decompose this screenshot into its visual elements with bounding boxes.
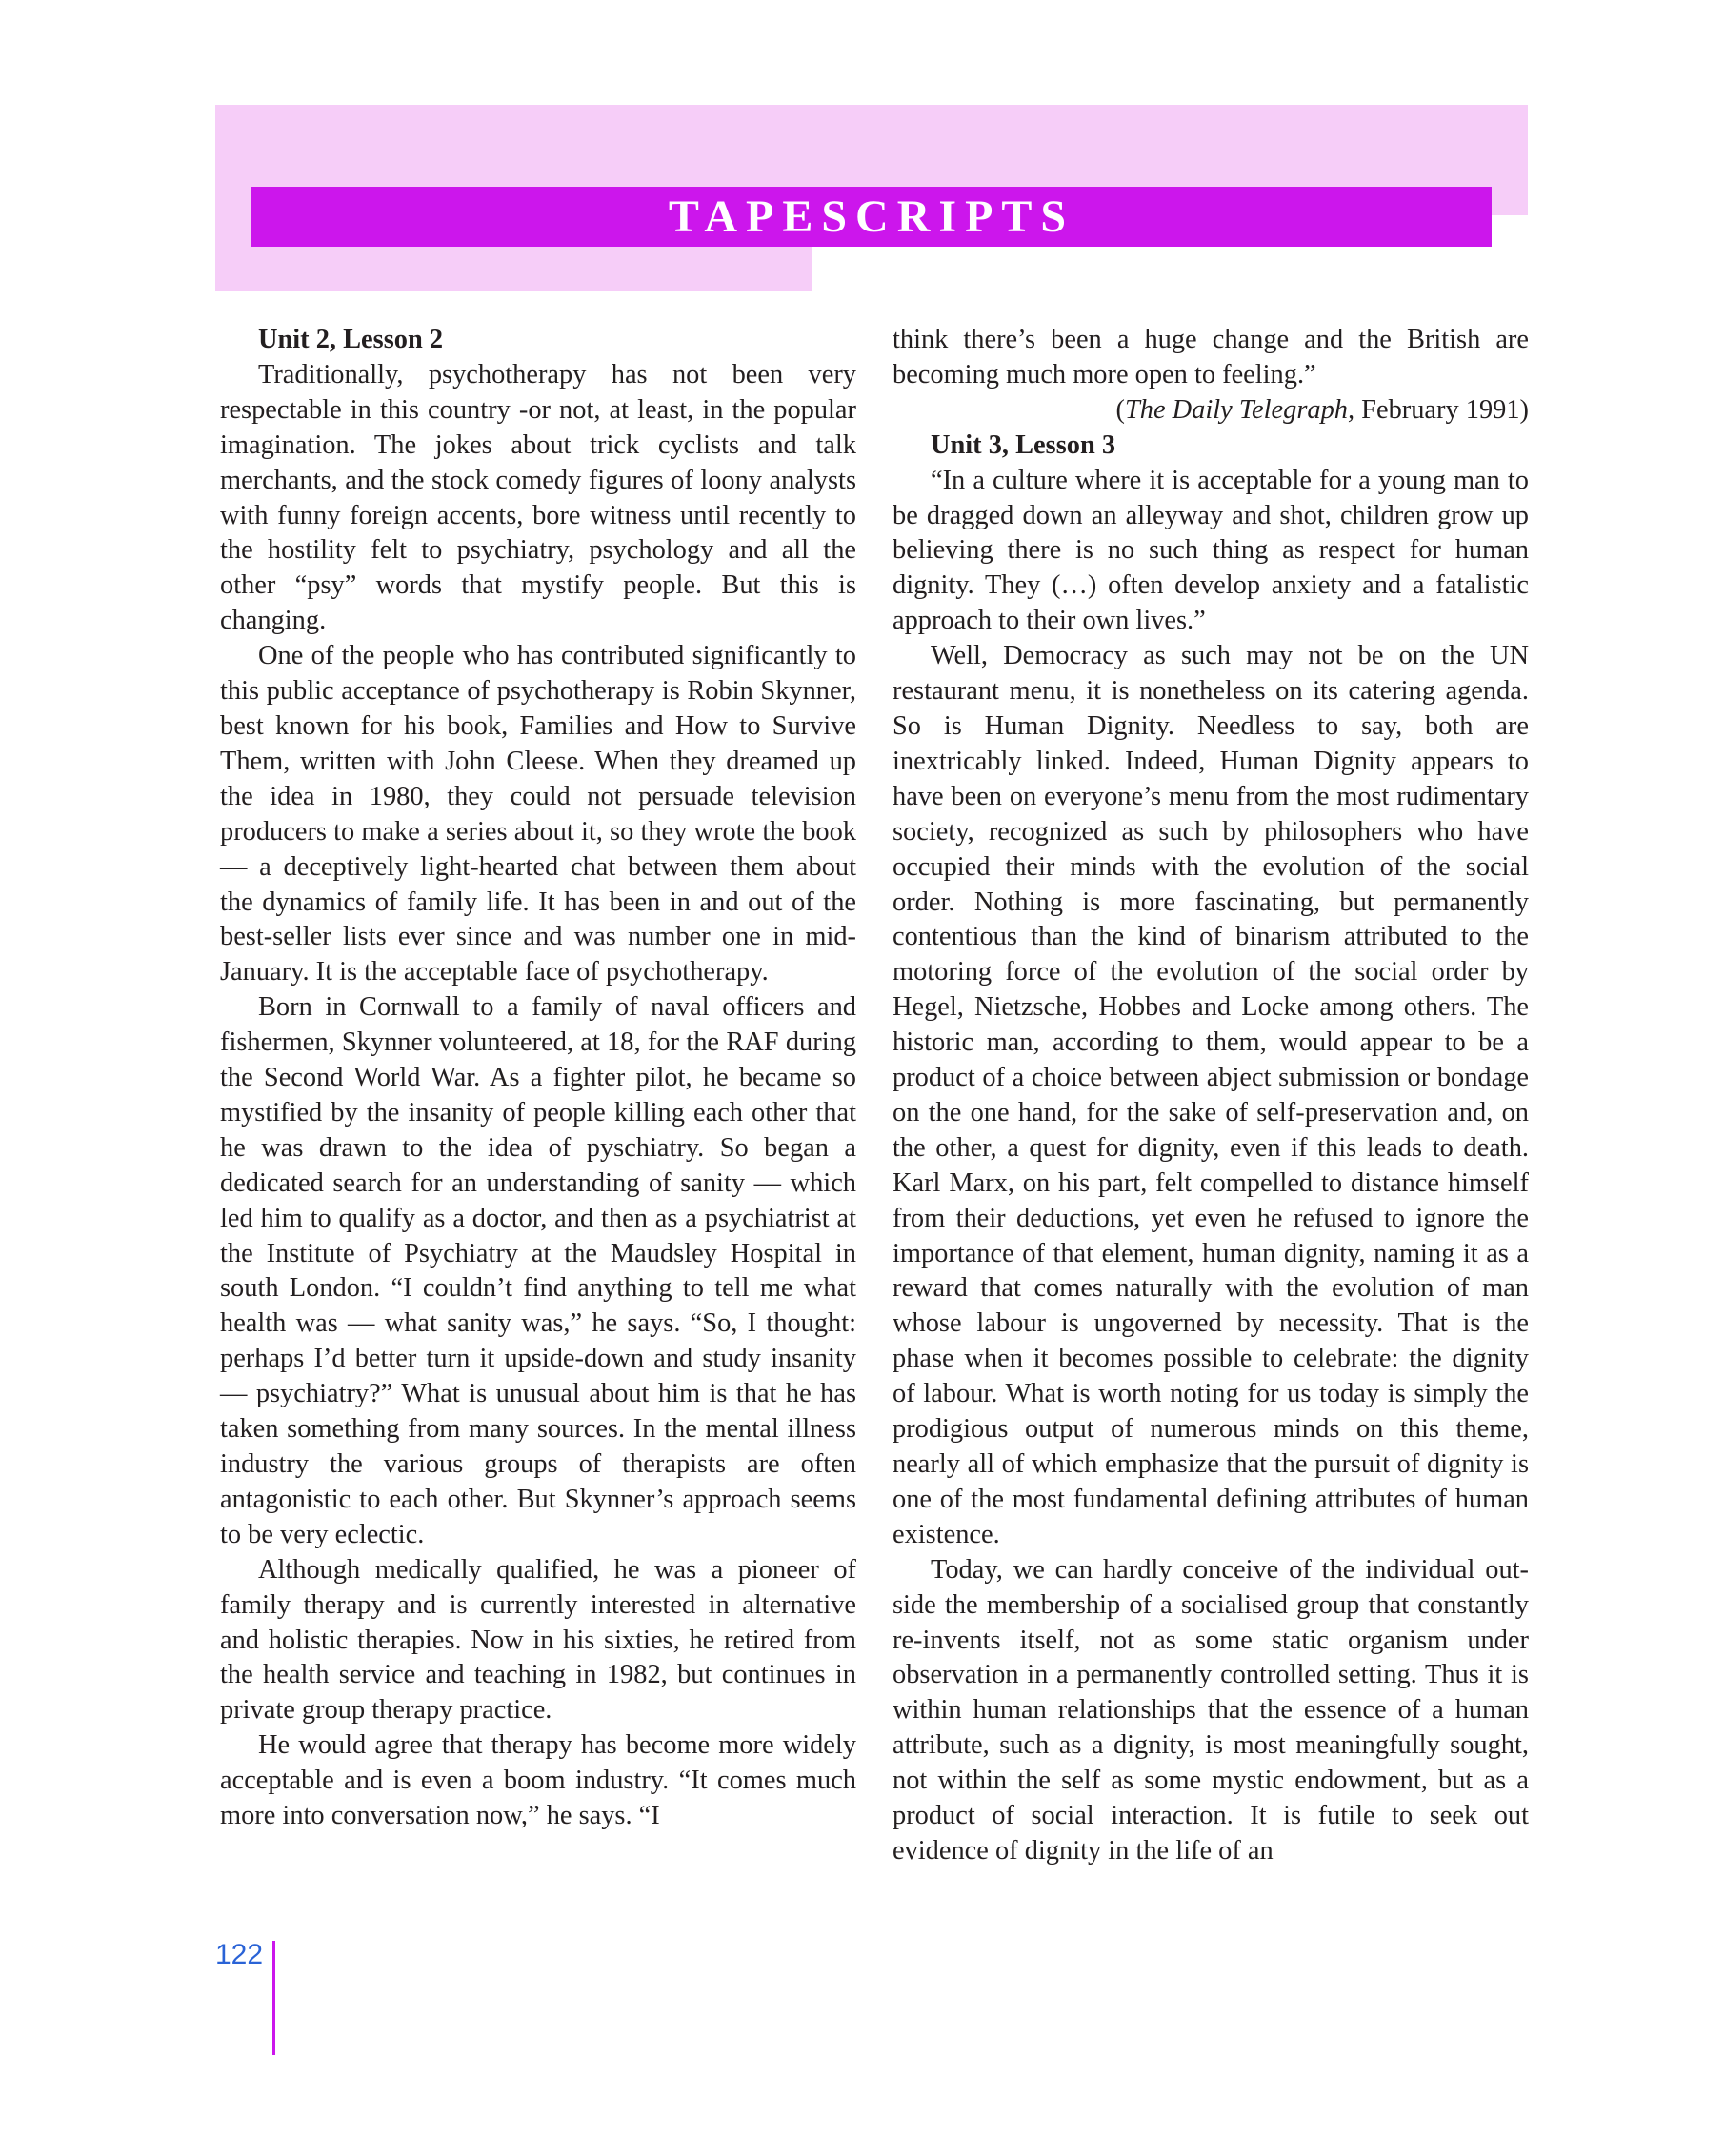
paragraph: He would agree that therapy has become more widely acceptable and is even a boom industry. “It comes much more into conversation now,” he says. “I bbox=[220, 1730, 856, 1831]
header-bar bbox=[251, 187, 1492, 247]
paragraph: Traditionally, psychotherapy has not been very respectable in this country -or not, at least, in the popular imagination. The jokes about trick cyclists and talk merchants, and the stock comedy figures of loony analysts with funny foreign accents, bore witness until recently to the hostility felt to psychiatry, psychology and all the other “psy” words that mystify people. But this is changing. bbox=[220, 359, 856, 636]
page-number: 122 bbox=[215, 1939, 264, 1970]
page-number-rule bbox=[272, 1941, 275, 2055]
paragraph: think there’s been a huge change and the British are becoming much more open to feeling.” bbox=[893, 325, 1529, 389]
paragraph: “In a culture where it is acceptable for a young man to be dragged down an alleyway and shot, children grow up believing there is no such thing as respect for human dignity. They (…) often develop anxiety and a fatalistic approach to their own lives.” bbox=[893, 465, 1529, 636]
right-column bbox=[893, 323, 1529, 1869]
lesson-heading: Unit 2, Lesson 2 bbox=[258, 325, 444, 354]
paragraph: Born in Cornwall to a family of naval officers and fishermen, Skynner volunteered, at 18, for the RAF during the Second World War. As a fighter pilot, he became so mystified by the insanity of people killing each other that he was drawn to the idea of pyschiatry. So began a dedicated search for an understanding of sanity — which led him to qualify as a doctor, and then as a psychiatrist at the Institute of Psychiatry at the Maudsley Hospital in south London. “I couldn’t find anything to tell me what health was — what sanity was,” he says. “So, I thought: perhaps I’d better turn it upside-down and study insanity — psychiatry?” What is unusual about him is that he has taken something from many sources. In the mental illness industry the various groups of therapists are often antagonistic to each other. But Skynner’s approach seems to be very eclectic. bbox=[220, 992, 856, 1549]
source-title: The Daily Telegraph, bbox=[1125, 394, 1355, 425]
paragraph: Although medically qualified, he was a pioneer of family therapy and is currently interested in alternative and holistic therapies. Now in his sixties, he retired from the health service and teaching in 1982, but continues in private group therapy practice. bbox=[220, 1554, 856, 1726]
page-title: TAPESCRIPTS bbox=[668, 191, 1075, 242]
source-citation: (The Daily Telegraph, February 1991) bbox=[1115, 394, 1529, 425]
paragraph: Well, Democracy as such may not be on the UN restaurant menu, it is nonetheless on its catering agenda. So is Human Dignity. Needless to say, both are inextricably linked. Indeed, Human Dignity appears to have been on everyone’s menu from the most rudimentary society, recognized as such by philosophers who have occupied their minds with the evolution of the social order. Nothing is more fascinating, but permanently contentious than the kind of binarism attributed to the motoring force of the evolution of the social order by Hegel, Nietzsche, Hobbes and Locke among others. The historic man, according to them, would appear to be a product of a choice between abject submission or bondage on the one hand, for the sake of self-preservation and, on the other, a quest for dignity, even if this leads to death. Karl Marx, on his part, felt compelled to distance himself from their deductions, yet even he refused to ignore the importance of that element, human dignity, naming it as a reward that comes naturally with the evolution of man whose labour is ungoverned by necessity. That is the phase when it becomes possible to celebrate: the dignity of labour. What is worth noting for us today is simply the prodigious output of numerous minds on this theme, nearly all of which emphasize that the pursuit of dignity is one of the most fundamental defining attributes of human existence. bbox=[893, 641, 1529, 1549]
source-date: February 1991) bbox=[1361, 394, 1529, 425]
lesson-heading: Unit 3, Lesson 3 bbox=[931, 429, 1116, 460]
left-column bbox=[220, 323, 856, 1834]
paragraph: One of the people who has contributed significantly to this public acceptance of psychotherapy is Robin Skynner, best known for his book, Families and How to Survive Them, written with John Cleese. When they dreamed up the idea in 1980, they could not persuade television producers to make a series about it, so they wrote the book — a deceptively light-hearted chat between them about the dynamics of family life. It has been in and out of the best-seller lists ever since and was number one in mid-January. It is the acceptable face of psychotherapy. bbox=[220, 641, 856, 988]
paragraph: Today, we can hardly conceive of the individual out-side the membership of a socialised group that constantly re-invents itself, not as some static organism under observation in a permanently controlled setting. Thus it is within human relationships that the essence of a human attribute, such as a dignity, is most meaningfully sought, not within the self as some mystic endowment, but as a product of social interaction. It is futile to seek out evidence of dignity in the life of an bbox=[893, 1554, 1529, 1866]
